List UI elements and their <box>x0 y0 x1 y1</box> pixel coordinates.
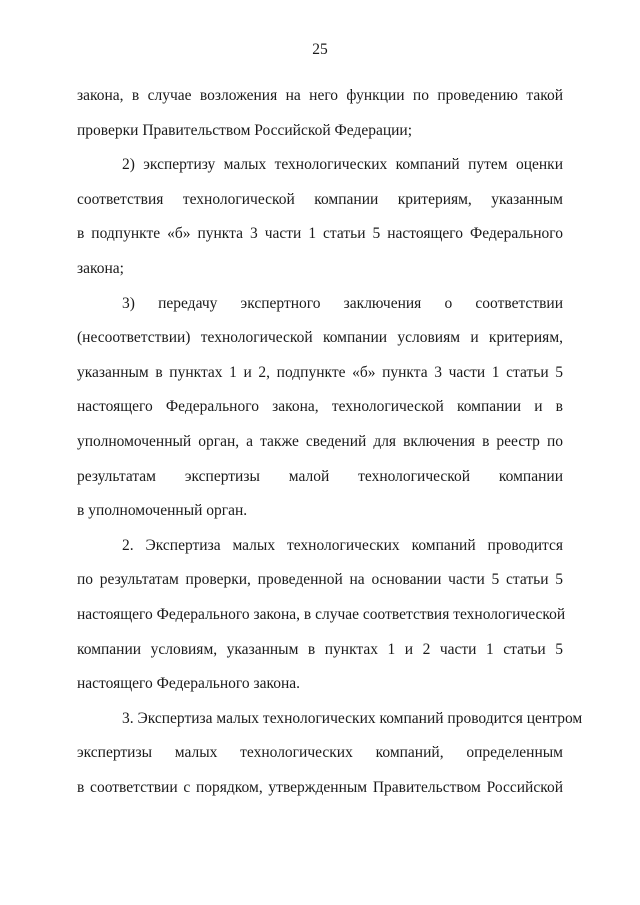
list-item-3 <box>77 287 563 529</box>
list-item-2 <box>77 148 563 286</box>
text-line: (несоответствии) технологической компании условиям и критериям, <box>77 329 563 347</box>
text-line: в подпункте «б» пункта 3 части 1 статьи 5 настоящего Федерального <box>77 225 563 243</box>
text-line: 2) экспертизу малых технологических компаний путем оценки <box>122 156 563 174</box>
clause-3 <box>77 702 583 806</box>
text-line: указанным в пунктах 1 и 2, подпункте «б» пункта 3 части 1 статьи 5 <box>77 363 563 381</box>
text-line: по результатам проверки, проведенной на основании части 5 статьи 5 <box>77 571 563 589</box>
page-number: 25 <box>312 41 328 58</box>
text-line: проверки Правительством Российской Федерации; <box>77 121 413 139</box>
paragraph-continuation <box>77 79 563 148</box>
text-line: экспертизы малых технологических компаний, определенным <box>77 744 563 762</box>
text-line: в соответствии с порядком, утвержденным Правительством Российской <box>77 778 563 796</box>
text-line: компании условиям, указанным в пунктах 1 и 2 части 1 статьи 5 <box>77 640 563 658</box>
text-line: 3) передачу экспертного заключения о соответствии <box>122 294 563 312</box>
text-line: 2. Экспертиза малых технологических компаний проводится <box>122 536 563 554</box>
text-line: настоящего Федерального закона, в случае соответствия технологической <box>77 605 566 623</box>
text-line: в уполномоченный орган. <box>77 502 248 520</box>
text-line: 3. Экспертиза малых технологических компаний проводится центром <box>122 709 583 727</box>
text-line: закона; <box>77 259 124 277</box>
text-line: закона, в случае возложения на него функции по проведению такой <box>77 87 563 104</box>
text-line: настоящего Федерального закона. <box>77 675 301 693</box>
document-body <box>77 79 583 805</box>
clause-2 <box>77 529 566 702</box>
text-line: уполномоченный орган, а также сведений для включения в реестр по <box>77 432 563 450</box>
text-line: настоящего Федерального закона, технологической компании и в <box>77 398 563 416</box>
text-line: результатам экспертизы малой технологической компании <box>77 467 563 485</box>
text-line: соответствия технологической компании критериям, указанным <box>77 190 563 208</box>
